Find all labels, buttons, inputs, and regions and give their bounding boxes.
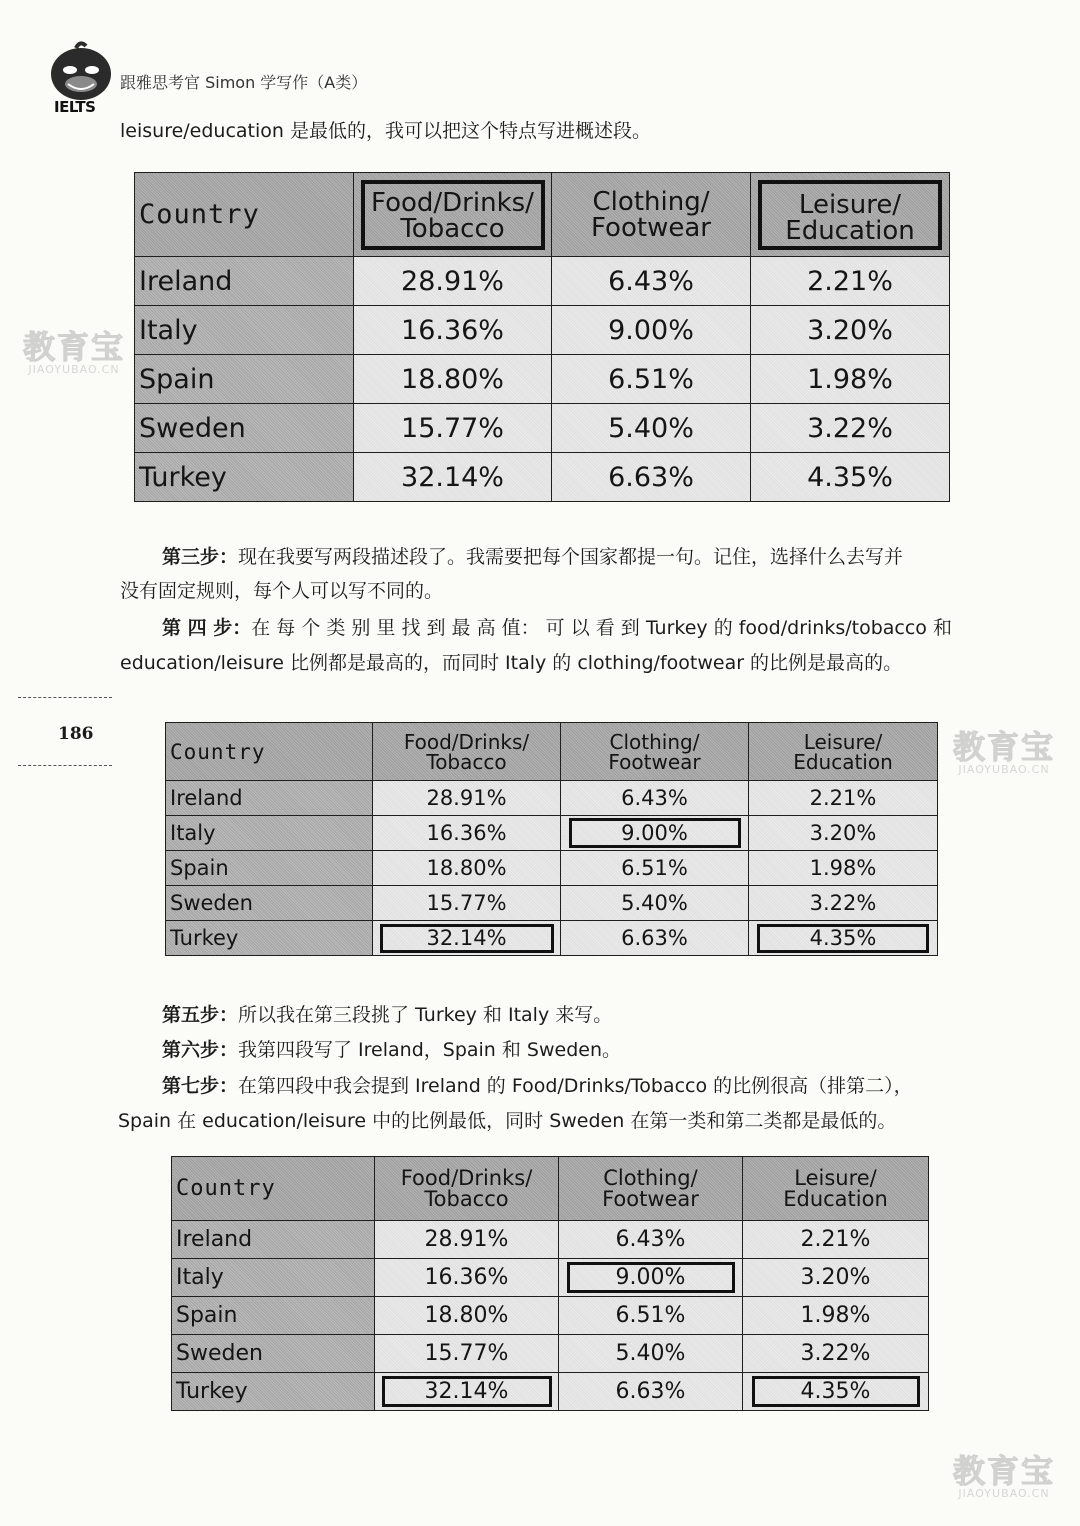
step3-label: 第三步： <box>162 546 239 568</box>
table-header-row <box>172 1157 929 1221</box>
table-row <box>166 781 938 816</box>
book-title: 跟雅思考官 Simon 学写作（A类） <box>120 73 368 92</box>
header-leisure-line1: Leisure/ <box>798 189 902 220</box>
country-cell: Sweden <box>166 886 373 921</box>
header-food-line2: Tobacco <box>424 1186 509 1211</box>
leisure-cell: 3.22% <box>743 1335 929 1373</box>
header-clothing-line1: Clothing/ <box>603 1165 698 1190</box>
clothing-cell: 6.63% <box>561 921 749 956</box>
header-clothing <box>552 173 751 257</box>
header-food-line2: Tobacco <box>426 749 507 774</box>
header-country: Country <box>135 173 354 257</box>
leisure-cell: 2.21% <box>751 257 950 306</box>
clothing-cell: 6.43% <box>559 1221 743 1259</box>
step4-text-line2: education/leisure 比例都是最高的，而同时 Italy 的 clothing/footwear 的比例是最高的。 <box>120 652 903 674</box>
food-cell: 28.91% <box>375 1221 559 1259</box>
watermark-right-middle <box>948 730 1060 776</box>
step5-label: 第五步： <box>162 1004 239 1026</box>
country-cell: Italy <box>172 1259 375 1297</box>
leisure-cell: 3.22% <box>751 404 950 453</box>
step7-text-line2: Spain 在 education/leisure 中的比例最低，同时 Sweden 在第一类和第二类都是最低的。 <box>118 1110 897 1132</box>
leisure-cell: 1.98% <box>749 851 938 886</box>
step3-paragraph <box>162 540 1032 574</box>
country-cell: Spain <box>166 851 373 886</box>
header-clothing-line2: Footwear <box>602 1186 699 1211</box>
expenditure-table-3 <box>171 1156 929 1411</box>
highlight-box <box>361 180 545 250</box>
table-row <box>172 1373 929 1411</box>
header-clothing-line1: Clothing/ <box>592 186 710 217</box>
header-clothing-line2: Footwear <box>591 212 711 243</box>
leisure-cell: 3.20% <box>751 306 950 355</box>
food-cell: 16.36% <box>354 306 552 355</box>
header-food-line2: Tobacco <box>400 213 505 244</box>
leisure-cell <box>743 1373 929 1411</box>
country-cell: Ireland <box>166 781 373 816</box>
header-clothing-line2: Footwear <box>608 749 701 774</box>
watermark-en: JIAOYUBAO.CN <box>28 363 120 376</box>
highlighted-leisure-max: 4.35% <box>752 1376 920 1407</box>
food-cell: 32.14% <box>354 453 552 502</box>
food-cell: 16.36% <box>373 816 561 851</box>
table-row <box>135 355 950 404</box>
leisure-cell: 2.21% <box>749 781 938 816</box>
leisure-cell: 3.20% <box>743 1259 929 1297</box>
clothing-cell: 6.51% <box>561 851 749 886</box>
step6-paragraph <box>162 1033 1032 1067</box>
watermark-zh: 教育宝 <box>22 328 125 366</box>
food-cell: 15.77% <box>375 1335 559 1373</box>
header-leisure <box>743 1157 929 1221</box>
watermark-zh: 教育宝 <box>952 1452 1055 1490</box>
header-leisure-line2: Education <box>793 749 893 774</box>
header-clothing-line1: Clothing/ <box>609 729 700 754</box>
food-cell: 18.80% <box>373 851 561 886</box>
clothing-cell: 6.43% <box>552 257 751 306</box>
header-clothing <box>561 723 749 781</box>
food-cell: 28.91% <box>354 257 552 306</box>
country-cell: Ireland <box>135 257 354 306</box>
header-country: Country <box>166 723 373 781</box>
table-row <box>172 1221 929 1259</box>
header-leisure-line2: Education <box>783 1186 888 1211</box>
step6-label: 第六步： <box>162 1039 239 1061</box>
header-leisure-line2: Education <box>785 215 915 246</box>
header-country: Country <box>172 1157 375 1221</box>
step7-text-line1: 在第四段中我会提到 Ireland 的 Food/Drinks/Tobacco 的比例很高（排第二）， <box>238 1075 913 1097</box>
leisure-cell: 2.21% <box>743 1221 929 1259</box>
page-number-rule-bottom <box>18 765 112 766</box>
food-cell: 28.91% <box>373 781 561 816</box>
watermark-en: JIAOYUBAO.CN <box>958 1487 1050 1500</box>
clothing-cell: 5.40% <box>552 404 751 453</box>
step4-text-line1: 在 每 个 类 别 里 找 到 最 高 值： 可 以 看 到 Turkey 的 food/drinks/tobacco 和 <box>251 617 952 639</box>
country-cell: Spain <box>135 355 354 404</box>
table-header-row <box>135 173 950 257</box>
table-row <box>172 1259 929 1297</box>
food-cell <box>375 1373 559 1411</box>
country-cell: Turkey <box>166 921 373 956</box>
table-row <box>166 851 938 886</box>
food-cell <box>373 921 561 956</box>
country-cell: Sweden <box>135 404 354 453</box>
clothing-cell <box>561 816 749 851</box>
country-cell: Ireland <box>172 1221 375 1259</box>
header-clothing <box>559 1157 743 1221</box>
expenditure-table-2 <box>165 722 938 956</box>
highlight-box <box>758 180 942 250</box>
step3-text-line1: 现在我要写两段描述段了。我需要把每个国家都提一句。记住，选择什么去写并 <box>238 546 904 568</box>
table-row <box>135 453 950 502</box>
clothing-cell: 5.40% <box>559 1335 743 1373</box>
header-leisure <box>749 723 938 781</box>
header-food <box>373 723 561 781</box>
expenditure-table-1 <box>134 172 950 502</box>
country-cell: Italy <box>135 306 354 355</box>
header-leisure <box>751 173 950 257</box>
highlighted-clothing-max: 9.00% <box>567 1262 735 1293</box>
page-number: 186 <box>58 724 94 744</box>
header-food <box>375 1157 559 1221</box>
country-cell: Italy <box>166 816 373 851</box>
ielts-duck-logo <box>46 40 116 118</box>
step4-label: 第 四 步： <box>162 617 252 639</box>
step6-text: 我第四段写了 Ireland，Spain 和 Sweden。 <box>238 1039 622 1061</box>
header-food-line1: Food/Drinks/ <box>403 729 530 754</box>
food-cell: 18.80% <box>375 1297 559 1335</box>
clothing-cell: 6.63% <box>552 453 751 502</box>
clothing-cell: 5.40% <box>561 886 749 921</box>
watermark-left <box>18 330 130 376</box>
country-cell: Spain <box>172 1297 375 1335</box>
clothing-cell: 6.43% <box>561 781 749 816</box>
watermark-right-bottom <box>948 1454 1060 1500</box>
food-cell: 18.80% <box>354 355 552 404</box>
leisure-cell: 4.35% <box>751 453 950 502</box>
table-row <box>166 886 938 921</box>
leisure-cell: 1.98% <box>751 355 950 404</box>
step5-paragraph <box>162 998 1032 1032</box>
country-cell: Turkey <box>172 1373 375 1411</box>
header-food-line1: Food/Drinks/ <box>400 1165 533 1190</box>
step7-paragraph <box>162 1069 1032 1103</box>
step3-text-line2: 没有固定规则，每个人可以写不同的。 <box>120 580 444 602</box>
leisure-cell: 1.98% <box>743 1297 929 1335</box>
intro-paragraph: leisure/education 是最低的，我可以把这个特点写进概述段。 <box>120 120 651 142</box>
logo-text: IELTS <box>54 98 96 116</box>
table-row <box>135 306 950 355</box>
header-food-line1: Food/Drinks/ <box>371 187 534 218</box>
highlighted-clothing-max: 9.00% <box>569 818 741 848</box>
highlighted-food-max: 32.14% <box>382 1376 552 1407</box>
leisure-cell: 3.20% <box>749 816 938 851</box>
table-row <box>172 1335 929 1373</box>
watermark-en: JIAOYUBAO.CN <box>958 763 1050 776</box>
highlighted-food-max: 32.14% <box>380 924 554 953</box>
page-number-rule-top <box>18 697 112 698</box>
country-cell: Turkey <box>135 453 354 502</box>
table-row <box>135 404 950 453</box>
highlighted-leisure-max: 4.35% <box>757 924 929 953</box>
header-leisure-line1: Leisure/ <box>803 729 883 754</box>
clothing-cell: 6.51% <box>559 1297 743 1335</box>
country-cell: Sweden <box>172 1335 375 1373</box>
watermark-zh: 教育宝 <box>952 728 1055 766</box>
table-row <box>166 921 938 956</box>
clothing-cell <box>559 1259 743 1297</box>
leisure-cell <box>749 921 938 956</box>
header-food <box>354 173 552 257</box>
step5-text: 所以我在第三段挑了 Turkey 和 Italy 来写。 <box>238 1004 613 1026</box>
table-row <box>172 1297 929 1335</box>
food-cell: 15.77% <box>354 404 552 453</box>
table-header-row <box>166 723 938 781</box>
header-leisure-line1: Leisure/ <box>794 1165 877 1190</box>
food-cell: 16.36% <box>375 1259 559 1297</box>
step7-label: 第七步： <box>162 1075 239 1097</box>
table-row <box>135 257 950 306</box>
food-cell: 15.77% <box>373 886 561 921</box>
step4-paragraph <box>162 611 1032 645</box>
leisure-cell: 3.22% <box>749 886 938 921</box>
table-row <box>166 816 938 851</box>
clothing-cell: 6.63% <box>559 1373 743 1411</box>
clothing-cell: 6.51% <box>552 355 751 404</box>
clothing-cell: 9.00% <box>552 306 751 355</box>
